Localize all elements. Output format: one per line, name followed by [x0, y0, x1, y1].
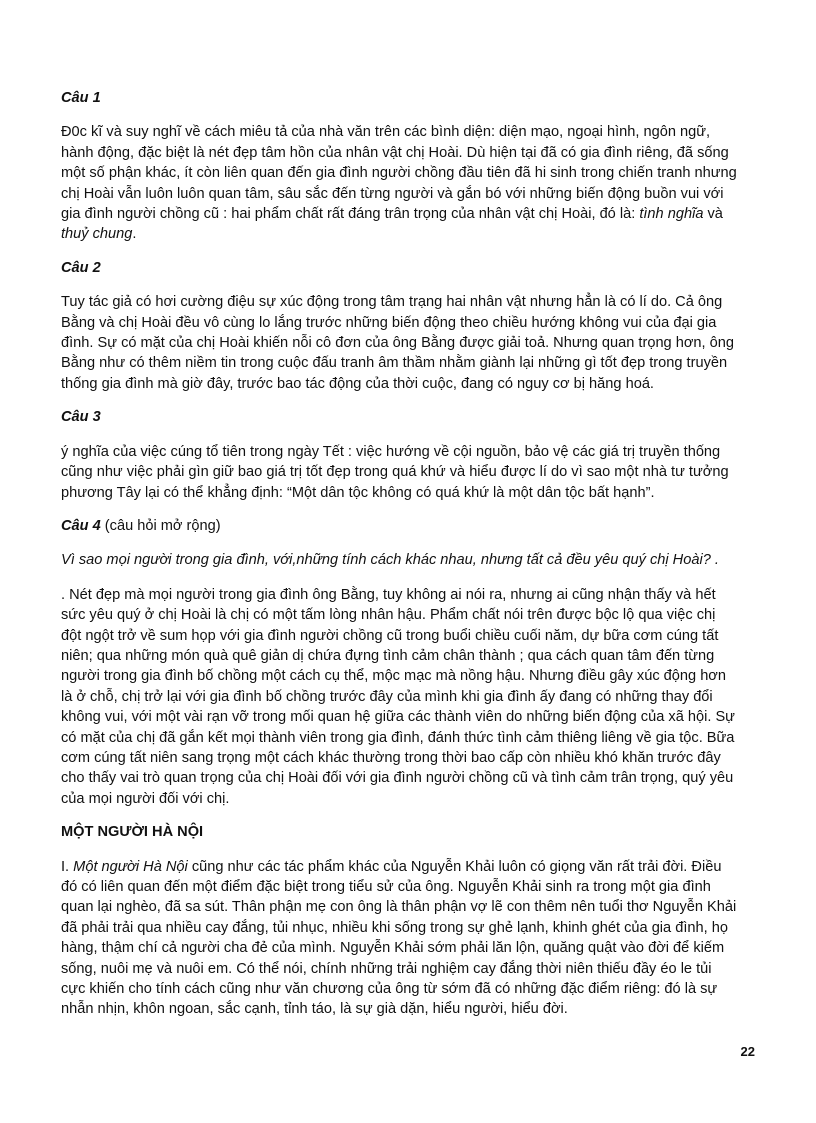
question-1-heading: Câu 1 — [61, 90, 101, 106]
question-1-answer — [61, 122, 737, 244]
question-4-heading: Câu 4 — [61, 517, 101, 534]
question-4-heading-line — [61, 516, 737, 536]
question-3-answer: ý nghĩa của việc cúng tổ tiên trong ngày Tết : việc hướng về cội nguồn, bảo vệ các giá trị truyền thống cũng như việc phải gìn giữ bao giá trị tốt đẹp trong quá khứ và hiểu được lí do vì sao một nhà tư tưởng phương Tây lại có thể khẳng định: “Một dân tộc không có quá khứ là một dân tộc bất hạnh”. — [61, 443, 729, 501]
question-1-italic-term-2: thuỷ chung — [61, 226, 133, 243]
section-paragraph-1-title: Một người Hà Nội — [73, 858, 188, 875]
question-4-prompt: Vì sao mọi người trong gia đình, với,những tính cách khác nhau, nhưng tất cả đều yêu quý chị Hoài? . — [61, 552, 719, 569]
question-4-answer: . Nét đẹp mà mọi người trong gia đình ông Bằng, tuy không ai nói ra, nhưng ai cũng nhận thấy và hết sức yêu quý ở chị Hoài là chị có một tấm lòng nhân hậu. Phẩm chất nói trên được bộc lộ qua việc chị đột ngột trở về sum họp với gia đình người chồng cũ trong buổi chiều cuối năm, dự bữa cơm cúng tất niên; qua những món quà quê giản dị chứa đựng tình cảm chân thành ; qua cách quan tâm đến từng người trong gia đình bố chồng một cách cụ thể, mộc mạc mà nồng hậu. Nhưng điều gây xúc động hơn là ở chỗ, chị trở lại với gia đình bố chồng trước đây của mình khi gia đình ấy đang có những thay đổi không vui, với một vài rạn vỡ trong mối quan hệ giữa các thành viên do những biến động của xã hội. Sự có mặt của chị đã gắn kết mọi thành viên trong gia đình, đánh thức tình cảm thiêng liêng về gia tộc. Bữa cơm cúng tất niên sang trọng một cách khác thường trong thời bao cấp còn nhiều khó khăn trước đây cho thấy vai trò quan trọng của chị Hoài đối với gia đình người chồng cũ và tình cảm trân trọng, quý yêu của mọi người đối với chị. — [61, 586, 735, 807]
section-paragraph-1-prefix: I. — [61, 858, 74, 875]
section-title: MỘT NGƯỜI HÀ NỘI — [61, 824, 204, 841]
question-1-body: Đ0c kĩ và suy nghĩ về cách miêu tả của nhà văn trên các bình diện: diện mạo, ngoại hình, ngôn ngữ, hành động, đặc biệt là nét đẹp tâm hồn của nhân vật chị Hoài. Dù hiện tại đã có gia đình riêng, đã sống một số phận khác, ít còn liên quan đến gia đình người chồng đầu tiên đã hi sinh trong chiến tranh nhưng chị Hoài vẫn luôn luôn quan tâm, sâu sắc đến từng người và gắn bó với những biến động buồn vui với gia đình người chồng cũ : hai phẩm chất rất đáng trân trọng của nhân vật chị Hoài, đó là: — [61, 124, 737, 223]
section-paragraph-1-body: cũng như các tác phẩm khác của Nguyễn Khải luôn có giọng văn rất trải đời. Điều đó có liên quan đến một điểm đặc biệt trong tiểu sử của ông. Nguyễn Khải sinh ra trong một gia đình quan lại nghèo, đã sa sút. Thân phận mẹ con ông là thân phận vợ lẽ con thêm nên tuổi thơ Nguyễn Khải đã phải trải qua nhiều cay đắng, tủi nhục, nhiều khi sống trong sự ghẻ lạnh, khinh ghét của gia đình, họ hàng, thậm chí cả người cha đẻ của mình. Nguyễn Khải sớm phải lăn lộn, quăng quật vào đời để kiếm sống, nuôi mẹ và nuôi em. Có thể nói, chính những trải nghiệm cay đắng thời niên thiếu đầy éo le tủi cực khiến cho tính cách cũng như văn chương của ông từ sớm đã có những đặc điểm riêng: đó là sự nhẫn nhịn, khôn ngoan, sắc cạnh, tỉnh táo, là sự già dặn, hiểu người, hiểu đời. — [61, 858, 737, 1018]
question-1-connector: và — [703, 206, 723, 223]
section-paragraph-1 — [61, 857, 737, 1020]
question-3-heading: Câu 3 — [61, 409, 101, 426]
document-content — [61, 88, 737, 1020]
question-2-answer: Tuy tác giả có hơi cường điệu sự xúc động trong tâm trạng hai nhân vật nhưng hẳn là có lí do. Cả ông Bằng và chị Hoài đều vô cùng lo lắng trước những biến động theo chiều hướng không vui của đại gia đình. Sự có mặt của chị Hoài khiến nỗi cô đơn của ông Bằng được giải toả. Nhưng quan trọng hơn, ông Bằng như có thêm niềm tin trong cuộc đấu tranh âm thầm nhằm giành lại những gì tốt đẹp trong truyền thống gia đình mà giờ đây, trước bao tác động của thời cuộc, đang có nguy cơ bị hăng hoá. — [61, 294, 734, 392]
question-4-heading-note: (câu hỏi mở rộng) — [100, 517, 221, 534]
question-1-ending: . — [132, 226, 137, 243]
page-number: 22 — [740, 1044, 755, 1059]
question-2-heading: Câu 2 — [61, 259, 101, 276]
question-1-italic-term-1: tình nghĩa — [639, 206, 704, 223]
